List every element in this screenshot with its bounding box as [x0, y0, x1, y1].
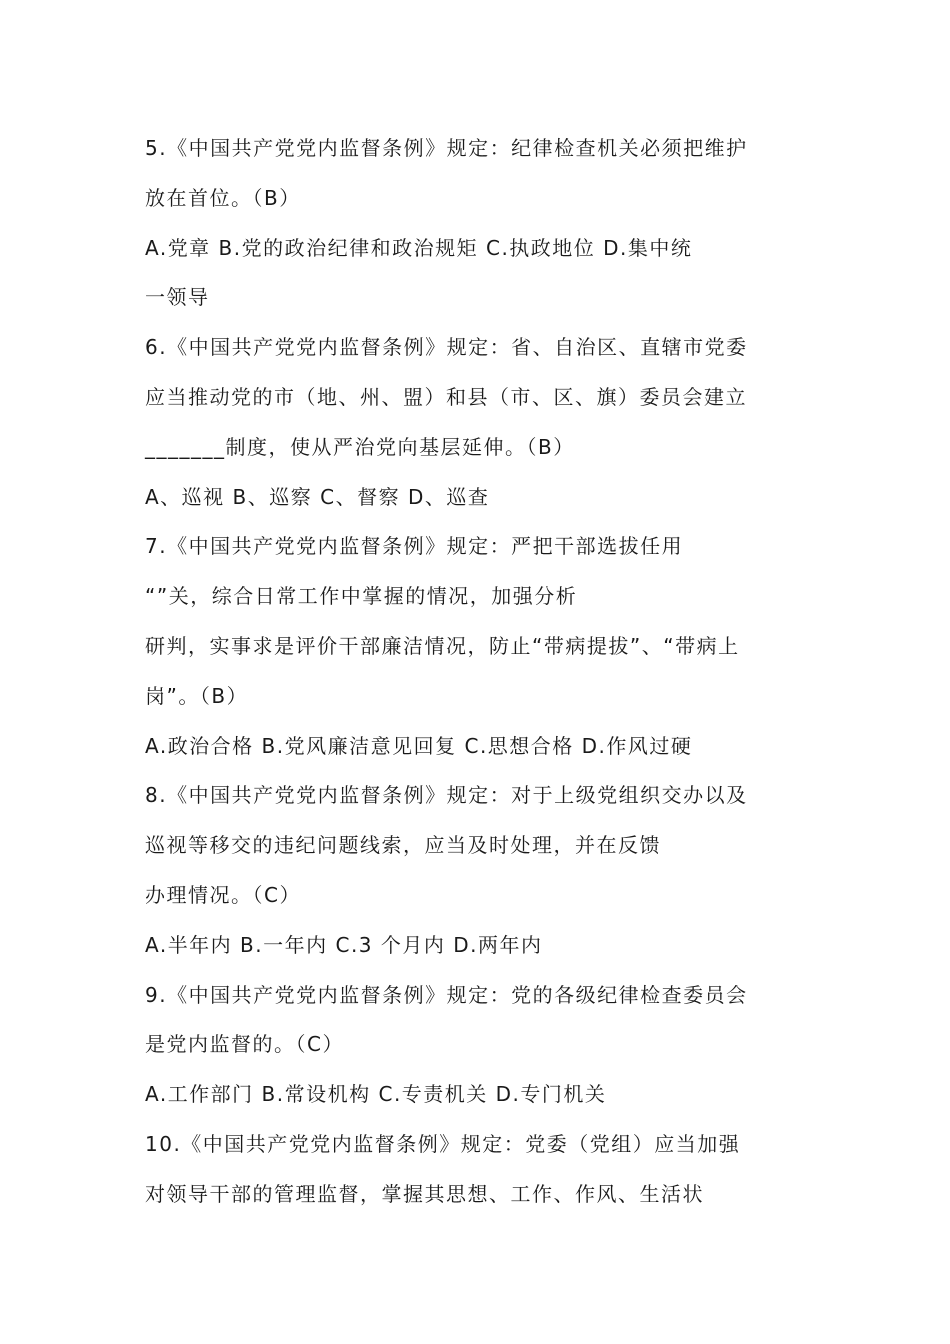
q7-line-3: 研判，实事求是评价干部廉洁情况，防止“带病提拔”、“带病上: [145, 633, 740, 658]
q7-line-2: “”关，综合日常工作中掌握的情况，加强分析: [145, 584, 578, 609]
q6-line-3: _______制度，使从严治党向基层延伸。（B）: [145, 434, 575, 459]
q6-line-1: 6.《中国共产党党内监督条例》规定：省、自治区、直辖市党委: [145, 335, 748, 360]
q6-line-2: 应当推动党的市（地、州、盟）和县（市、区、旗）委员会建立: [145, 384, 747, 409]
q8-options: A.半年内 B.一年内 C.3 个月内 D.两年内: [145, 932, 543, 957]
q10-line-1: 10.《中国共产党党内监督条例》规定：党委（党组）应当加强: [145, 1131, 741, 1156]
q5-options-2: 一领导: [145, 285, 210, 310]
q7-line-1: 7.《中国共产党党内监督条例》规定：严把干部选拔任用: [145, 534, 684, 559]
q8-line-1: 8.《中国共产党党内监督条例》规定：对于上级党组织交办以及: [145, 783, 748, 808]
q6-options: A、巡视 B、巡察 C、督察 D、巡查: [145, 484, 490, 509]
document-body: [145, 130, 845, 1226]
q7-options: A.政治合格 B.党风廉洁意见回复 C.思想合格 D.作风过硬: [145, 733, 693, 758]
q8-line-3: 办理情况。（C）: [145, 882, 301, 907]
q9-options: A.工作部门 B.常设机构 C.专责机关 D.专门机关: [145, 1082, 607, 1107]
q8-line-2: 巡视等移交的违纪问题线索，应当及时处理，并在反馈: [145, 833, 661, 858]
q7-line-4: 岗”。（B）: [145, 683, 249, 708]
q9-line-1: 9.《中国共产党党内监督条例》规定：党的各级纪律检查委员会: [145, 982, 748, 1007]
q5-line-1: 5.《中国共产党党内监督条例》规定：纪律检查机关必须把维护: [145, 136, 748, 160]
q10-line-2: 对领导干部的管理监督，掌握其思想、工作、作风、生活状: [145, 1181, 704, 1206]
q5-line-2: 放在首位。（B）: [145, 185, 301, 210]
q5-options-1: A.党章 B.党的政治纪律和政治规矩 C.执政地位 D.集中统: [145, 235, 693, 260]
q9-line-2: 是党内监督的。（C）: [145, 1032, 344, 1057]
